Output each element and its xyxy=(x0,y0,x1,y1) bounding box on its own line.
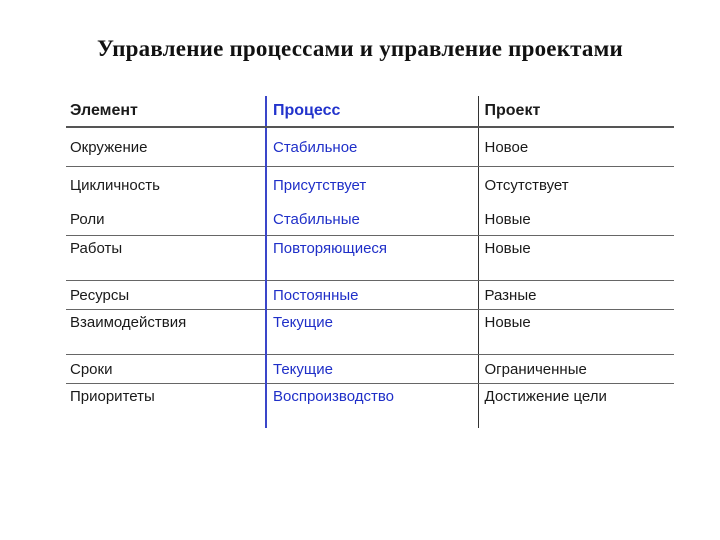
element-cell: Приоритеты xyxy=(70,388,155,405)
project-cell: Новые xyxy=(478,203,674,236)
comparison-table xyxy=(66,96,674,428)
header-element: Элемент xyxy=(66,96,266,127)
table-row xyxy=(66,127,674,167)
element-cell: Окружение xyxy=(66,127,266,167)
table-row xyxy=(66,384,674,429)
project-cell: Новое xyxy=(478,127,674,167)
header-project: Проект xyxy=(478,96,674,127)
project-cell: Новые xyxy=(478,310,674,355)
project-cell: Достижение цели xyxy=(478,384,674,429)
element-cell: Работы xyxy=(66,236,266,281)
process-cell: Постоянные xyxy=(266,281,478,310)
table-row xyxy=(66,355,674,384)
table-row xyxy=(66,203,674,236)
table-row xyxy=(66,281,674,310)
project-cell: Разные xyxy=(478,281,674,310)
element-cell: Сроки xyxy=(66,355,266,384)
table-row xyxy=(66,236,674,281)
process-cell: Стабильное xyxy=(266,127,478,167)
process-cell: Повторяющиеся xyxy=(266,236,478,281)
project-cell: Ограниченные xyxy=(478,355,674,384)
table-header-row xyxy=(66,96,674,127)
process-cell: Присутствует xyxy=(266,167,478,204)
process-cell: Стабильные xyxy=(266,203,478,236)
element-cell: Цикличность xyxy=(70,176,160,194)
header-process: Процесс xyxy=(266,96,478,127)
element-cell: Ресурсы xyxy=(66,281,266,310)
process-cell: Текущие xyxy=(266,355,478,384)
process-cell: Воспроизводство xyxy=(266,384,478,429)
slide-title: Управление процессами и управление проектами xyxy=(97,36,623,61)
table-row xyxy=(66,310,674,355)
element-cell: Взаимодействия xyxy=(66,310,266,355)
element-cell: Роли xyxy=(66,203,266,236)
project-cell: Отсутствует xyxy=(478,167,674,204)
table-row xyxy=(66,167,674,204)
project-cell: Новые xyxy=(478,236,674,281)
process-cell: Текущие xyxy=(266,310,478,355)
